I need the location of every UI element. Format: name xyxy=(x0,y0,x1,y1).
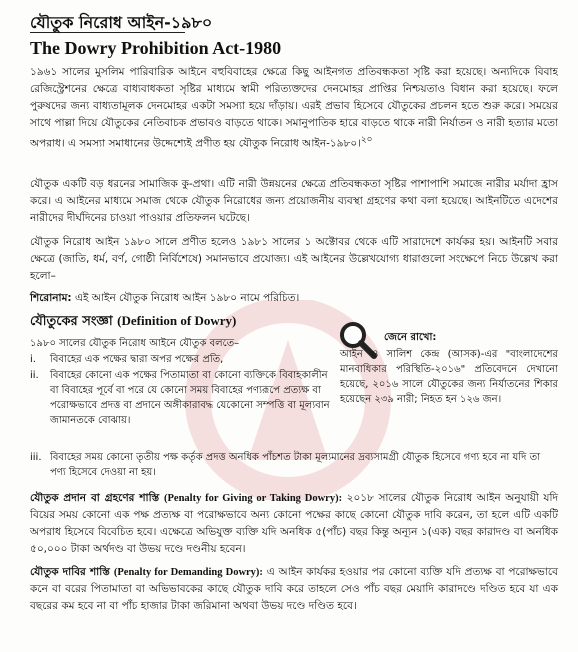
paragraph-3: যৌতুক নিরোধ আইন ১৯৮০ সালে প্রণীত হলেও ১৯৮১ সালের ১ অক্টোবর থেকে এটি সারাদেশে কার্যকর হয়। আইনটি সবার ক্ষেত্রে (জাতি, ধর্ম, বর্ণ, গোষ্ঠী নির্বিশেষে) সমানভাবে প্রযোজ্য। এই আইনের উল্লেখযোগ্য ধারাগুলো সংক্ষেপে নিচে উল্লেখ করা হলো– xyxy=(30,236,558,282)
footnote-marker: ২০ xyxy=(360,135,373,145)
definition-intro: ১৯৮০ সালের যৌতুক নিরোধ আইনে যৌতুক বলতে– xyxy=(30,338,240,349)
penalty-1-heading xyxy=(30,492,342,504)
penalty-giving-taking xyxy=(30,490,558,558)
know-more-text: আইন ও সালিশ কেন্দ্র (আসক)-এর "বাংলাদেশের মানবাধিকার পরিস্থিতি-২০১৬" প্রতিবেদনে দেখানো হয়েছে, ২০১৬ সালে যৌতুকের জন্য নির্যাতনের শিকার হয়েছেন ২৩৯ নারী; নিহত হন ১২৬ জন। xyxy=(340,349,558,405)
definition-item xyxy=(30,450,558,480)
penalty-2-heading-en: (Penalty for Demanding Dowry): xyxy=(113,567,263,578)
know-more-box xyxy=(340,330,558,407)
definition-heading xyxy=(30,312,236,333)
penalty-2-heading xyxy=(30,566,263,578)
title-underline xyxy=(30,32,185,33)
definition-item-number: iii. xyxy=(30,452,42,463)
short-title-label: শিরোনাম: xyxy=(30,292,72,304)
title-english: The Dowry Prohibition Act-1980 xyxy=(30,38,282,58)
paragraph-2: যৌতুক একটি বড় ধরনের সামাজিক কু-প্রথা। এটি নারী উন্নয়নের ক্ষেত্রে প্রতিবন্ধকতা সৃষ্টির পাশাপাশি সমাজে নারীর মর্যাদা হ্রাস করে। এ আইনের মাধ্যমে সমাজ থেকে যৌতুক নিরোধের জন্য প্রয়োজনীয় ব্যবস্থা গ্রহণের কথা বলা হয়েছে। আইনটিতে এদেশের নারীদের দীর্ঘদিনের চাওয়া পাওয়ার প্রতিফলন ঘটেছে। xyxy=(30,178,558,224)
definition-heading-bn: যৌতুকের সংজ্ঞা xyxy=(30,314,113,329)
paragraph-1-text: ১৯৬১ সালের মুসলিম পারিবারিক আইনে বহুবিবাহের ক্ষেত্রে কিছু আইনগত প্রতিবন্ধকতা সৃষ্টি করা হয়েছে। অন্যদিকে বিবাহ রেজিস্ট্রেশনের ক্ষেত্রে বাধ্যবাধকতা সৃষ্টির মাধ্যমে স্বামী পরিত্যক্তদের দেনমোহর প্রাপ্তির নিশ্চয়তাও বিধান করা হয়েছে। ফলে পুরুষদের জন্য বাধ্যতামূলক দেনমোহর একটা সমস্যা হয়ে দাঁড়ায়। এরই প্রভাব হিসেবে যৌতুকের প্রচলন হতে শুরু করে। সময়ের সাথে পাল্লা দিয়ে যৌতুকের নেতিবাচক প্রভাবও বাড়তে থাকে। সমানুপাতিক হারে বাড়তে থাকে নারী নির্যাতন ও নারী হত্যার মতো অপরাধ। এ সমস্যা সমাধানের উদ্দেশ্যেই প্রণীত হয় যৌতুক নিরোধ আইন-১৯৮০। xyxy=(30,66,558,150)
short-title-text: এই আইন যৌতুক নিরোধ আইন ১৯৮০ নামে পরিচিত। xyxy=(74,292,300,304)
definition-item-text: বিবাহের কোনো এক পক্ষের পিতামাতা বা কোনো ব্যক্তিকে বিবাহকালীন বা বিবাহের পূর্বে বা পরে যে কোনো সময় বিবাহের পণ্যরূপে প্রত্যক্ষ বা পরোক্ষভাবে প্রদত্ত বা প্রদানে অঙ্গীকারাবদ্ধ যেকোনো সম্পত্তি বা মূল্যবান জামানতকে বোঝায়। xyxy=(50,370,330,426)
definition-list xyxy=(30,352,330,429)
definition-item-number: i. xyxy=(30,354,36,365)
penalty-demanding xyxy=(30,564,558,615)
short-title xyxy=(30,290,558,308)
definition-item-text: বিবাহের এক পক্ষের দ্বারা অপর পক্ষের প্রতি, xyxy=(50,354,224,365)
penalty-1-heading-bn: যৌতুক প্রদান বা গ্রহণের শাস্তি xyxy=(30,492,160,504)
title-bengali: যৌতুক নিরোধ আইন-১৯৮০ xyxy=(30,13,213,32)
penalty-2-heading-bn: যৌতুক দাবির শাস্তি xyxy=(30,566,110,578)
know-more-heading: জেনে রাখো: xyxy=(384,332,437,343)
definition-item xyxy=(30,352,330,367)
definition-item-number: ii. xyxy=(30,370,39,381)
definition-heading-en: (Definition of Dowry) xyxy=(117,313,237,328)
definition-item-text: বিবাহের সময় কোনো তৃতীয় পক্ষ কর্তৃক প্রদত্ত অনধিক পাঁচশত টাকা মূল্যমানের দ্রব্যসামগ্রী যৌতুক হিসেবে গণ্য হবে না যদি তা পণ্য হিসেবে দেওয়া না হয়। xyxy=(50,452,540,478)
penalty-2-text: এ আইন কার্যকর হওয়ার পর কোনো ব্যক্তি যদি প্রত্যক্ষ বা পরোক্ষভাবে কনে বা বরের পিতামাতা বা অভিভাবকের কাছে যৌতুক দাবি করে তাহলে সেও পাঁচ বছর মেয়াদি কারাদণ্ডে দণ্ডিত হবে যা এক বছরের কম হবে না বা পাঁচ হাজার টাকা জরিমানা অথবা উভয় দণ্ডে দণ্ডিত হবে। xyxy=(30,566,558,612)
paragraph-1 xyxy=(30,64,558,168)
penalty-1-text: ২০১৮ সালের যৌতুক নিরোধ আইন অনুযায়ী যদি বিয়ের সময় কোনো এক পক্ষ প্রত্যক্ষ বা পরোক্ষভাবে অন্য কোনো পক্ষের কাছে কোনো যৌতুক দাবি করেন, তা হলে এটি একটি অপরাধ হিসেবে বিবেচিত হবে। এক্ষেত্রে অভিযুক্ত ব্যক্তি যদি অনধিক ৫(পাঁচ) বছর কিন্তু অন্যূন ১(এক) বছর কারাদণ্ড বা অনধিক ৫০,০০০ টাকা অর্থদণ্ড বা উভয় দণ্ডে দণ্ডনীয় হবেন। xyxy=(30,492,558,555)
definition-item xyxy=(30,368,330,428)
penalty-1-heading-en: (Penalty for Giving or Taking Dowry): xyxy=(164,493,343,504)
